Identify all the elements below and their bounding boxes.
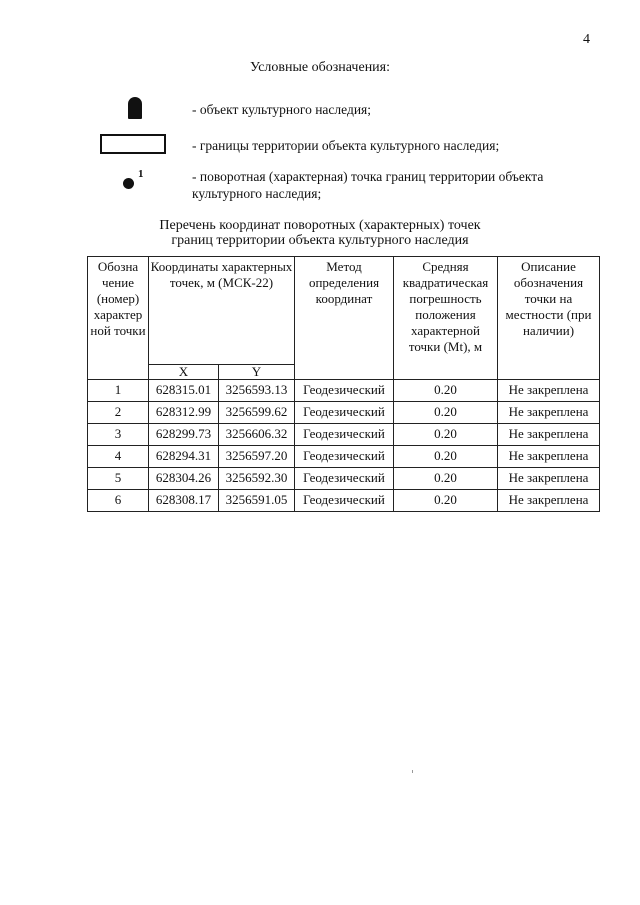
cell-error: 0.20 bbox=[394, 446, 498, 468]
legend-item-turning-point bbox=[100, 168, 620, 204]
header-designation: Обозна чение (номер) характер ной точки bbox=[88, 257, 149, 380]
cell-desc: Не закреплена bbox=[498, 424, 600, 446]
cell-num: 1 bbox=[88, 380, 149, 402]
cell-desc: Не закреплена bbox=[498, 402, 600, 424]
cell-error: 0.20 bbox=[394, 468, 498, 490]
cell-x: 628308.17 bbox=[149, 490, 219, 512]
table-row bbox=[88, 446, 600, 468]
coordinates-table bbox=[87, 256, 600, 512]
table-row bbox=[88, 468, 600, 490]
cell-num: 5 bbox=[88, 468, 149, 490]
cell-x: 628315.01 bbox=[149, 380, 219, 402]
cell-error: 0.20 bbox=[394, 490, 498, 512]
table-row bbox=[88, 402, 600, 424]
cell-desc: Не закреплена bbox=[498, 468, 600, 490]
cell-desc: Не закреплена bbox=[498, 490, 600, 512]
cell-y: 3256593.13 bbox=[219, 380, 295, 402]
legend-title: Условные обозначения: bbox=[249, 60, 391, 75]
cell-method: Геодезический bbox=[295, 490, 394, 512]
scan-speck bbox=[412, 770, 413, 773]
cell-y: 3256597.20 bbox=[219, 446, 295, 468]
cell-y: 3256591.05 bbox=[219, 490, 295, 512]
cell-num: 3 bbox=[88, 424, 149, 446]
cell-desc: Не закреплена bbox=[498, 446, 600, 468]
table-row bbox=[88, 380, 600, 402]
cell-y: 3256606.32 bbox=[219, 424, 295, 446]
cell-num: 6 bbox=[88, 490, 149, 512]
header-x: X bbox=[149, 365, 219, 380]
point-number-label: 1 bbox=[138, 168, 144, 180]
legend-text: - границы территории объекта культурного наследия; bbox=[192, 138, 500, 153]
legend-text: - объект культурного наследия; bbox=[192, 102, 372, 117]
cell-method: Геодезический bbox=[295, 468, 394, 490]
cell-desc: Не закреплена bbox=[498, 380, 600, 402]
header-coordinates: Координаты характерных точек, м (МСК-22) bbox=[149, 257, 295, 365]
table-title-line1: Перечень координат поворотных (характерных) точек bbox=[159, 218, 481, 233]
legend-item-territory-border bbox=[100, 134, 620, 158]
cell-method: Геодезический bbox=[295, 402, 394, 424]
cell-x: 628312.99 bbox=[149, 402, 219, 424]
table-row bbox=[88, 490, 600, 512]
header-method: Метод определения координат bbox=[295, 257, 394, 380]
cell-y: 3256599.62 bbox=[219, 402, 295, 424]
cell-num: 2 bbox=[88, 402, 149, 424]
cell-error: 0.20 bbox=[394, 380, 498, 402]
cell-method: Геодезический bbox=[295, 446, 394, 468]
header-description: Описание обозначения точки на местности (при наличии) bbox=[498, 257, 600, 380]
cell-x: 628294.31 bbox=[149, 446, 219, 468]
cell-method: Геодезический bbox=[295, 424, 394, 446]
table-row bbox=[88, 424, 600, 446]
header-y: Y bbox=[219, 365, 295, 380]
page-number: 4 bbox=[583, 32, 590, 47]
table-title-line2: границ территории объекта культурного наследия bbox=[171, 233, 469, 248]
cell-error: 0.20 bbox=[394, 424, 498, 446]
cell-error: 0.20 bbox=[394, 402, 498, 424]
cell-x: 628304.26 bbox=[149, 468, 219, 490]
cell-x: 628299.73 bbox=[149, 424, 219, 446]
legend-text: - поворотная (характерная) точка границ территории объекта культурного наследия; bbox=[192, 169, 544, 201]
legend-item-heritage-object bbox=[100, 97, 620, 123]
table-title bbox=[0, 218, 640, 248]
cell-y: 3256592.30 bbox=[219, 468, 295, 490]
header-error: Средняя квадратическая погрешность положения характерной точки (Mt), м bbox=[394, 257, 498, 380]
cell-num: 4 bbox=[88, 446, 149, 468]
cell-method: Геодезический bbox=[295, 380, 394, 402]
